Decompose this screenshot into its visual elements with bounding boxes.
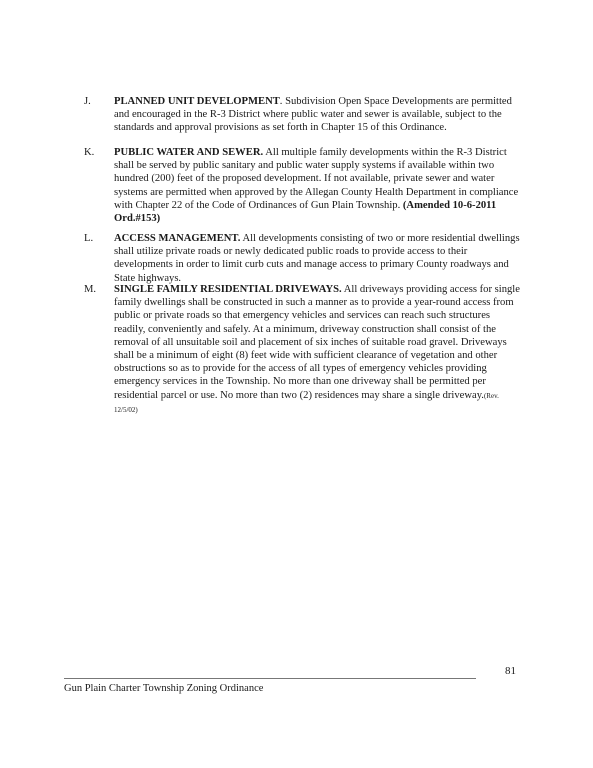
section-heading: SINGLE FAMILY RESIDENTIAL DRIVEWAYS. [114, 284, 342, 295]
section-k [84, 146, 524, 225]
section-text: All developments consisting of two or more residential dwellings shall utilize private roads or newly dedicated public roads to provide access to their developments in order to limit curb cuts and manage access to primary County roadways and State highways. [114, 233, 520, 284]
footer-title: Gun Plain Charter Township Zoning Ordinance [64, 683, 264, 694]
section-letter: M. [84, 284, 97, 295]
section-m [84, 283, 524, 417]
revision-note: (Rev. 12/5/02) [114, 391, 499, 414]
section-text: Subdivision Open Space Developments are permitted and encouraged in the R-3 District where public water and sewer is available, subject to the standards and approval provisions as set forth in Chapter 15 of this Ordinance. [114, 96, 512, 134]
section-letter: K. [84, 147, 95, 158]
section-body [114, 146, 524, 225]
section-body [114, 283, 524, 417]
section-j [84, 95, 524, 135]
section-body: PLANNED UNIT DEVELOPMENT. Subdivision Open Space Developments are permitted and encouraged in the R-3 District where public water and sewer is available, subject to the standards and approval provisions as set forth in Chapter 15 of this Ordinance. [114, 96, 512, 134]
section-letter: L. [84, 233, 94, 244]
section-heading: PUBLIC WATER AND SEWER. [114, 147, 264, 158]
section-text: All driveways providing access for single family dwellings shall be constructed in such a manner as to provide a year-round access from public or private roads so that emergency vehicles and services can reach such structures readily, conveniently and safely. At a minimum, driveway construction shall consist of the removal of all unsuitable soil and placement of six inches of suitable road gravel. Driveways shall be a minimum of eight (8) feet wide with sufficient clearance of vegetation and other obstructions so as to provide for the access of all types of emergency vehicles providing emergency services in the Township. No more than one driveway shall be permitted per residential parcel or use. No more than two (2) residences may share a single driveway. [114, 284, 520, 401]
footer-divider [64, 678, 476, 679]
section-text: All multiple family developments within the R-3 District shall be served by public sanitary and public water supply systems if available within two hundred (200) feet of the proposed development. If not available, private sewer and water systems are permitted when approved by the Allegan County Health Department in compliance with Chapter 22 of the Code of Ordinances of Gun Plain Township. [114, 147, 519, 211]
page-number: 81 [505, 665, 516, 677]
section-heading: ACCESS MANAGEMENT. [114, 233, 241, 244]
section-heading: PLANNED UNIT DEVELOPMENT [114, 96, 280, 107]
section-l [84, 232, 524, 285]
amendment-note: (Amended 10-6-2011 Ord.#153) [114, 199, 497, 225]
section-body [114, 232, 524, 285]
section-letter: J. [84, 96, 91, 107]
